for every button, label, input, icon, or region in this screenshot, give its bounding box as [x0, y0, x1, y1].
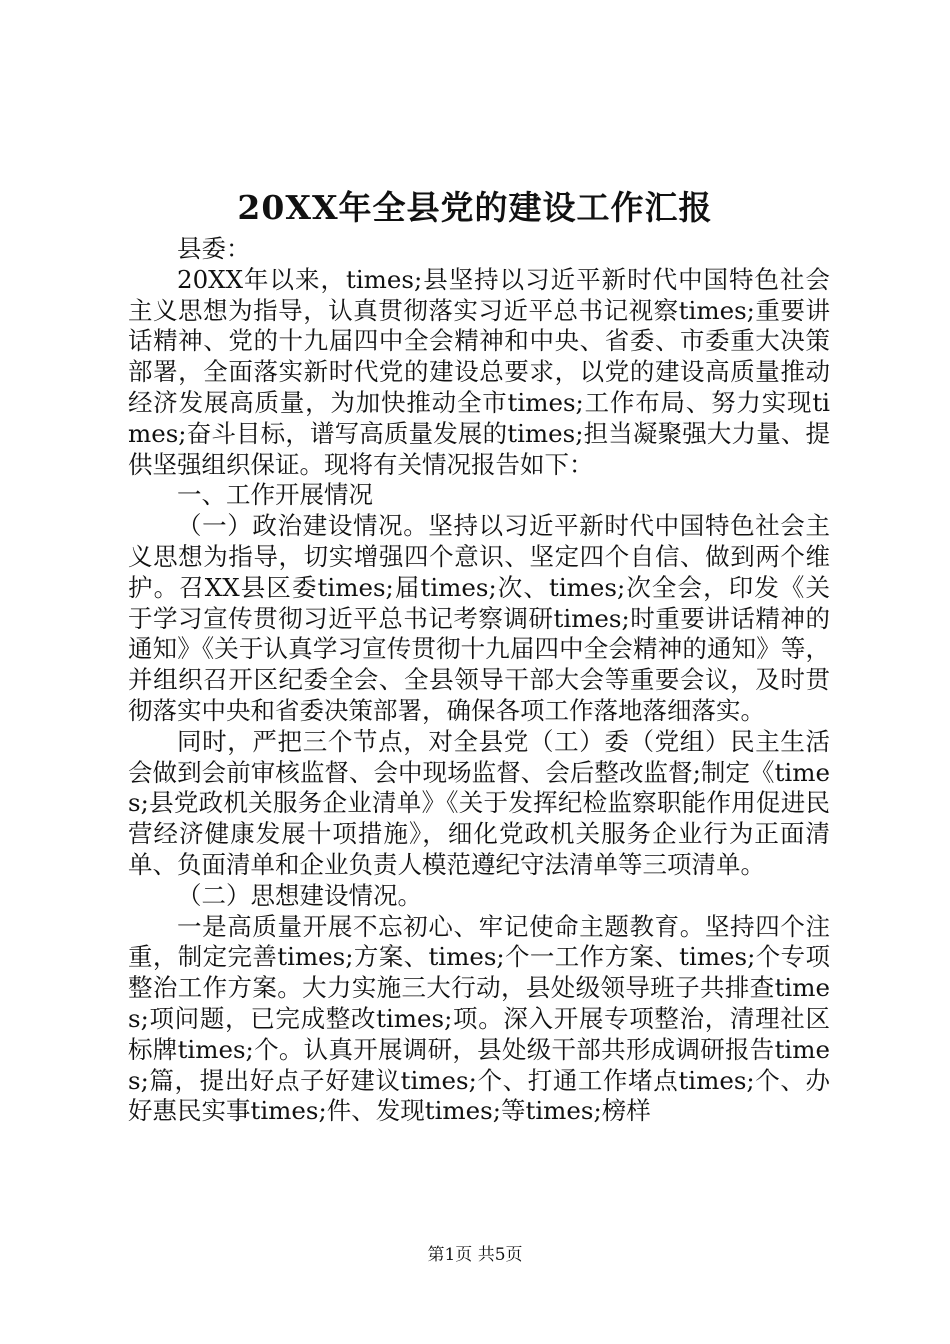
- three-nodes-paragraph: 同时，严把三个节点，对全县党（工）委（党组）民主生活会做到会前审核监督、会中现场监督、会后整改监督;制定《times;县党政机关服务企业清单》《关于发挥纪检监察职能作用促进民营经济健康发展十项措施》，细化党政机关服务企业行为正面清单、负面清单和企业负责人模范遵纪守法清单等三项清单。: [128, 726, 830, 879]
- theme-education-paragraph: 一是高质量开展不忘初心、牢记使命主题教育。坚持四个注重，制定完善times;方案、times;个一工作方案、times;个专项整治工作方案。大力实施三大行动，县处级领导班子共排查times;项问题，已完成整改times;项。深入开展专项整治，清理社区标牌times;个。认真开展调研，县处级干部共形成调研报告times;篇，提出好点子好建议times;个、打通工作堵点times;个、办好惠民实事times;件、发现times;等times;榜样: [128, 911, 830, 1126]
- salutation-paragraph: 县委：: [177, 234, 251, 263]
- section-heading-work-progress: 一、工作开展情况: [177, 480, 373, 510]
- page-number-footer: 第1页 共5页: [427, 1245, 523, 1265]
- intro-paragraph: 20XX年以来，times;县坚持以习近平新时代中国特色社会主义思想为指导，认真贯彻落实习近平总书记视察times;重要讲话精神、党的十九届四中全会精神和中央、省委、市委重大决策部署，全面落实新时代党的建设总要求，以党的建设高质量推动经济发展高质量，为加快推动全市times;工作布局、努力实现times;奋斗目标，谱写高质量发展的times;担当凝聚强大力量、提供坚强组织保证。现将有关情况报告如下：: [128, 264, 830, 479]
- political-construction-paragraph: （一）政治建设情况。坚持以习近平新时代中国特色社会主义思想为指导，切实增强四个意识、坚定四个自信、做到两个维护。召XX县区委times;届times;次、times;次全会，印发《关于学习宣传贯彻习近平总书记考察调研times;时重要讲话精神的通知》《关于认真学习宣传贯彻十九届四中全会精神的通知》等，并组织召开区纪委全会、全县领导干部大会等重要会议，及时贯彻落实中央和省委决策部署，确保各项工作落地落细落实。: [128, 511, 830, 725]
- document-body: [128, 234, 830, 1127]
- document-title: 20XX年全县党的建设工作汇报: [237, 188, 713, 227]
- subheading-ideological-construction: （二）思想建设情况。: [177, 880, 422, 910]
